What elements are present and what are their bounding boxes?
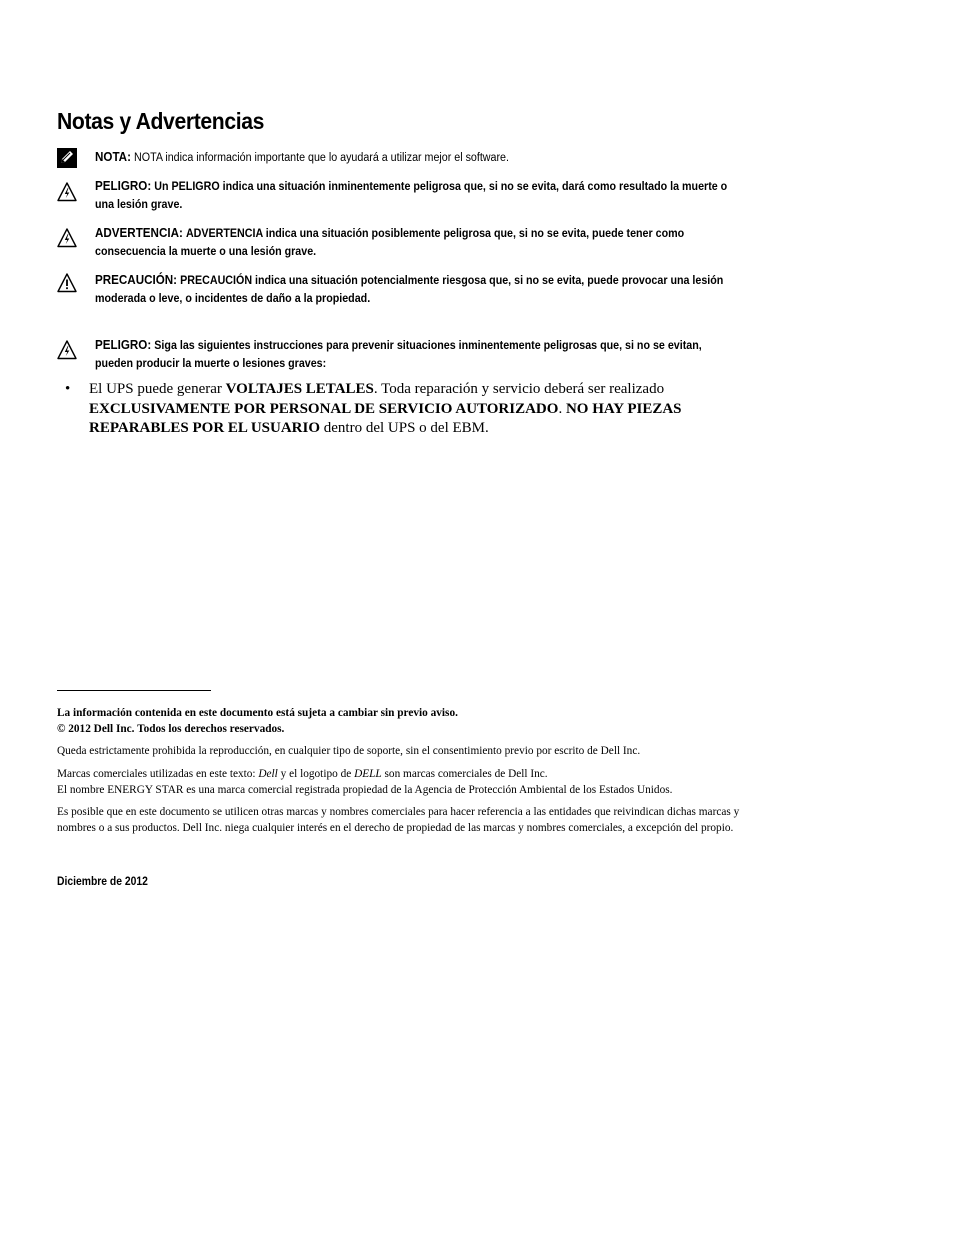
- footer-info-block: [57, 706, 777, 737]
- footer-date: Diciembre de 2012: [57, 876, 148, 888]
- note-body: NOTA indica información importante que lo ayudará a utilizar mejor el software.: [134, 152, 509, 164]
- tm-dell: Dell: [258, 768, 278, 780]
- note-label: PELIGRO:: [95, 338, 152, 352]
- note-body: ADVERTENCIA indica una situación posiblemente peligrosa que, si no se evita, puede tener como consecuencia la muerte o una lesión grave.: [95, 228, 685, 258]
- note-body: Un PELIGRO indica una situación inminentemente peligrosa que, si no se evita, dará como resultado la muerte o una lesión grave.: [95, 181, 728, 211]
- danger-electric-icon: [57, 340, 77, 360]
- note-pencil-icon: [57, 148, 77, 168]
- footnote-divider: [57, 690, 211, 691]
- note-advertencia: [95, 225, 727, 261]
- note-nota: [95, 149, 727, 167]
- note-precaucion: [95, 272, 727, 308]
- note-peligro-instrucciones: [95, 337, 727, 373]
- bullet-bold-text: VOLTAJES LETALES: [225, 381, 374, 397]
- tm-dell-logo: DELL: [354, 768, 382, 780]
- footer-copyright: © 2012 Dell Inc. Todos los derechos reservados.: [57, 722, 285, 735]
- bullet-text: El UPS puede generar: [89, 381, 226, 397]
- caution-icon: [57, 273, 77, 293]
- danger-electric-icon: [57, 182, 77, 202]
- bullet-icon: •: [65, 381, 71, 397]
- footer-energy-star: El nombre ENERGY STAR es una marca comercial registrada propiedad de la Agencia de Protección Ambiental de los Estados Unidos.: [57, 783, 673, 796]
- bullet-bold-text: EXCLUSIVAMENTE POR PERSONAL DE SERVICIO AUTORIZADO: [89, 400, 559, 417]
- bullet-text: .: [558, 400, 566, 417]
- note-peligro: [95, 178, 727, 214]
- bullet-text: . Toda reparación y servicio deberá ser realizado: [373, 381, 665, 397]
- bullet-bold-text: NO HAY PIEZAS REPARABLES POR EL USUARIO: [89, 400, 682, 436]
- bullet-text: dentro del UPS o del EBM.: [320, 420, 489, 436]
- note-body: PRECAUCIÓN indica una situación potencialmente riesgosa que, si no se evita, puede provocar una lesión moderada o leve, o incidentes de daño a la propiedad.: [95, 275, 724, 305]
- note-label: PELIGRO:: [95, 179, 152, 193]
- footer-tm-line: [57, 767, 777, 783]
- note-label: PRECAUCIÓN:: [95, 273, 178, 287]
- tm-text: y el logotipo de: [277, 768, 355, 780]
- warning-electric-icon: [57, 228, 77, 248]
- footer-trademarks: [57, 767, 777, 798]
- footer-other-marks: Es posible que en este documento se utilicen otras marcas y nombres comerciales para hacer referencia a las entidades que reivindican dichas marcas y nombres o a sus productos. Dell Inc. niega cualquier interés en el derecho de propiedad de las marcas y nombres comerciales, a excepción del propio.: [57, 806, 740, 834]
- note-body: Siga las siguientes instrucciones para prevenir situaciones inminentemente peligrosas que, si no se evitan, pueden producir la muerte o lesiones graves:: [95, 340, 702, 370]
- footer-info: La información contenida en este documento está sujeta a cambiar sin previo aviso.: [57, 707, 458, 719]
- note-label: ADVERTENCIA:: [95, 226, 183, 240]
- tm-text: son marcas comerciales de Dell Inc.: [381, 768, 548, 780]
- tm-text: Marcas comerciales utilizadas en este texto:: [57, 768, 259, 780]
- bullet-item-lethal-voltage: [65, 380, 765, 439]
- page-title: Notas y Advertencias: [57, 108, 265, 134]
- note-label: NOTA:: [95, 150, 131, 164]
- footer-reproduction: Queda estrictamente prohibida la reproducción, en cualquier tipo de soporte, sin el consentimiento previo por escrito de Dell Inc.: [57, 745, 641, 757]
